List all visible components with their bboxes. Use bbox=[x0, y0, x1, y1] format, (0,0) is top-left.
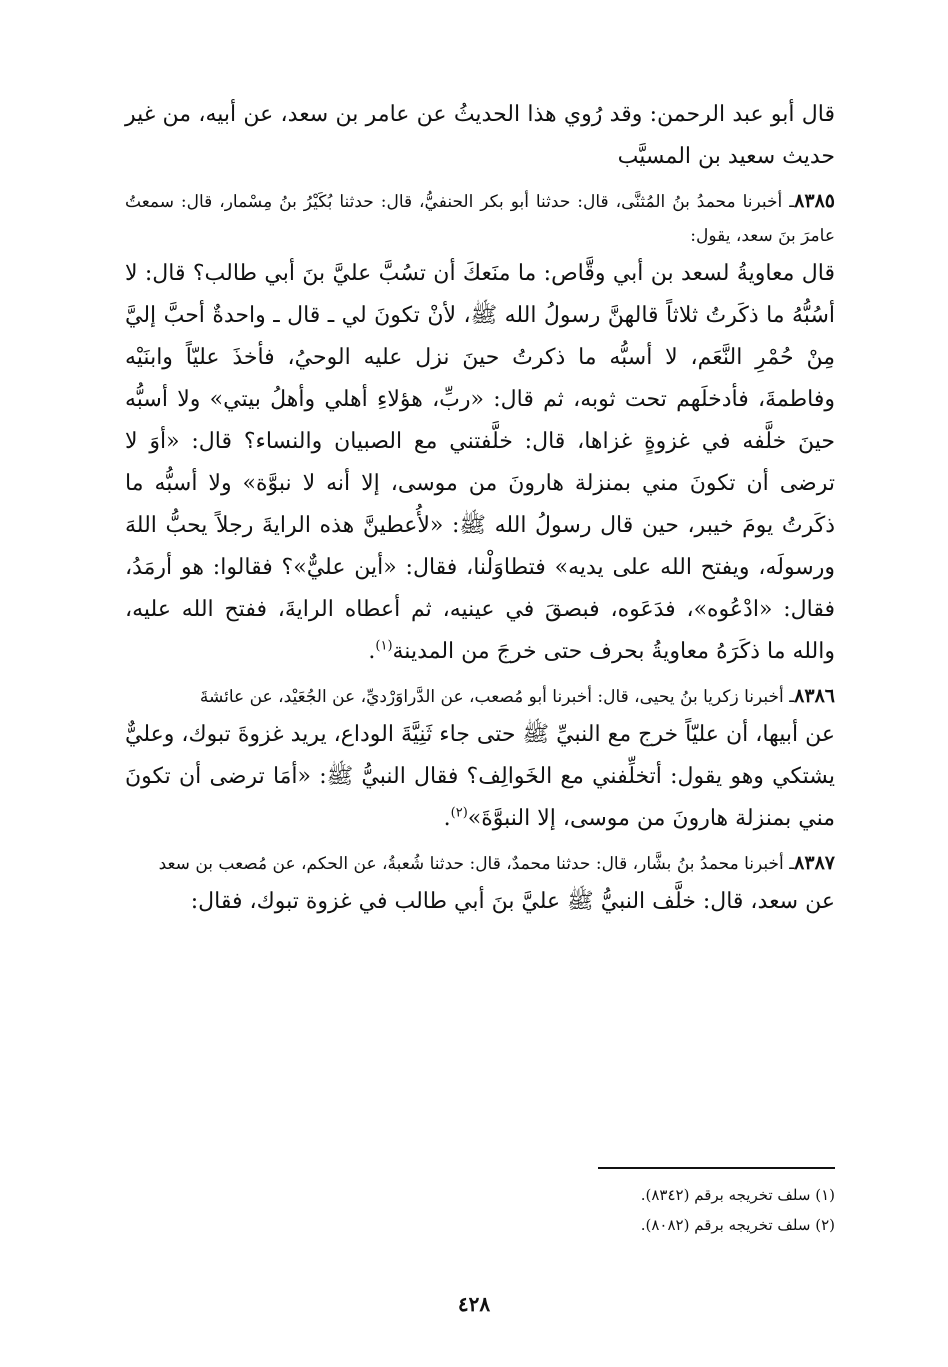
hadith-number-dash: ـ bbox=[789, 854, 795, 874]
isnad-text: أخبرنا زكريا بنُ يحيى، قال: أخبرنا أبو مُصعب، عن الدَّراوَرْديِّ، عن الجُعَيْد، عن عائشةَ bbox=[199, 687, 784, 707]
matn-text: عن سعد، قال: خلَّف النبيُّ ﷺ عليَّ بنَ أبي طالب في غزوة تبوك، فقال: bbox=[190, 889, 835, 914]
matn-text: عن أبيها، أن عليّاً خرج مع النبيِّ ﷺ حتى جاء ثَنِيَّةَ الوداع، يريد غزوةَ تبوك، وعليٌّ يشتكي وهو يقول: أتخلِّفني مع الخَوالِف؟ فقال النبيُّ ﷺ: «أمَا ترضى أن تكونَ مني بمنزلة هارونَ من موسى، إلا النبوَّةَ» bbox=[125, 722, 835, 831]
page-number: ٤٢٨ bbox=[457, 1292, 491, 1316]
page-body bbox=[125, 88, 835, 923]
hadith-number-dash: ـ bbox=[789, 192, 795, 212]
footnote-separator bbox=[598, 1167, 835, 1169]
footnote-2: (٢) سلف تخريجه برقم (٨٠٨٢). bbox=[640, 1216, 835, 1234]
paragraph-commentary bbox=[125, 94, 835, 178]
hadith-8385-text bbox=[125, 253, 835, 673]
hadith-8387-text bbox=[125, 881, 835, 923]
footnote-marker-2[interactable]: (٢) bbox=[450, 805, 468, 821]
hadith-number: ٨٣٨٦ bbox=[794, 685, 835, 707]
isnad-text: أخبرنا محمدُ بنُ المُثنَّى، قال: حدثنا أبو بكر الحنفيُّ، قال: حدثنا بُكَيْرُ بنُ مِسْمار، قال: سمعتُ عامرَ بنَ سعد، يقول: bbox=[125, 192, 835, 246]
footnote-marker-1[interactable]: (١) bbox=[375, 638, 393, 654]
footnote-1: (١) سلف تخريجه برقم (٨٣٤٢). bbox=[640, 1186, 835, 1204]
matn-tail: . bbox=[368, 639, 376, 664]
matn-text: قال معاويةُ لسعد بن أبي وقَّاص: ما منَعكَ أن تسُبَّ عليَّ بنَ أبي طالب؟ قال: لا أسُبُّهُ ما ذكَرتُ ثلاثاً قالهنَّ رسولُ الله ﷺ، لأنْ تكونَ لي ـ قال ـ واحدةٌ أحبَّ إليَّ مِنْ حُمْرِ النَّعَم، لا أسبُّه ما ذكرتُ حينَ نزل عليه الوحيُ، فأخذَ عليّاً وابنَيْه وفاطمةَ، فأدخلَهم تحت ثوبه، ثم قال: «ربِّ، هؤلاءِ أهلي وأهلُ بيتي» ولا أسبُّه حينَ خلَّفه في غزوةٍ غزاها، قال: خلَّفتني مع الصبيان والنساء؟ قال: «أوَ لا ترضى أن تكونَ مني بمنزلة هارونَ من موسى، إلا أنه لا نبوَّة» ولا أسبُّه ما ذكَرتُ يومَ خيبر، حين قال رسولُ الله ﷺ: «لأُعطينَّ هذه الرايةَ رجلاً يحبُّ اللهَ ورسولَه، ويفتح الله على يديه» فتطاوَلْنا، فقال: «أين عليٌّ»؟ فقالوا: هو أرمَدُ، فقال: «ادْعُوه»، فدَعَوه، فبصقَ في عينيه، ثم أعطاه الرايةَ، ففتح الله عليه، والله ما ذكَرَهُ معاويةُ بحرف حتى خرجَ من المدينة bbox=[125, 261, 835, 664]
hadith-number-dash: ـ bbox=[789, 687, 795, 707]
hadith-8386-chain bbox=[125, 679, 835, 714]
hadith-8385-chain bbox=[125, 184, 835, 253]
hadith-number: ٨٣٨٧ bbox=[794, 852, 835, 874]
hadith-number: ٨٣٨٥ bbox=[794, 190, 835, 212]
hadith-8387-chain bbox=[125, 846, 835, 881]
footnotes bbox=[335, 1180, 835, 1240]
paragraph-text: قال أبو عبد الرحمن: وقد رُوي هذا الحديثُ عن عامر بن سعد، عن أبيه، من غير حديث سعيد بن المسيَّب bbox=[125, 102, 835, 169]
isnad-text: أخبرنا محمدُ بنُ بشَّار، قال: حدثنا محمدٌ، قال: حدثنا شُعبةُ، عن الحكم، عن مُصعب بن سعد bbox=[158, 854, 784, 874]
matn-tail: . bbox=[443, 806, 451, 831]
hadith-8386-text bbox=[125, 714, 835, 840]
